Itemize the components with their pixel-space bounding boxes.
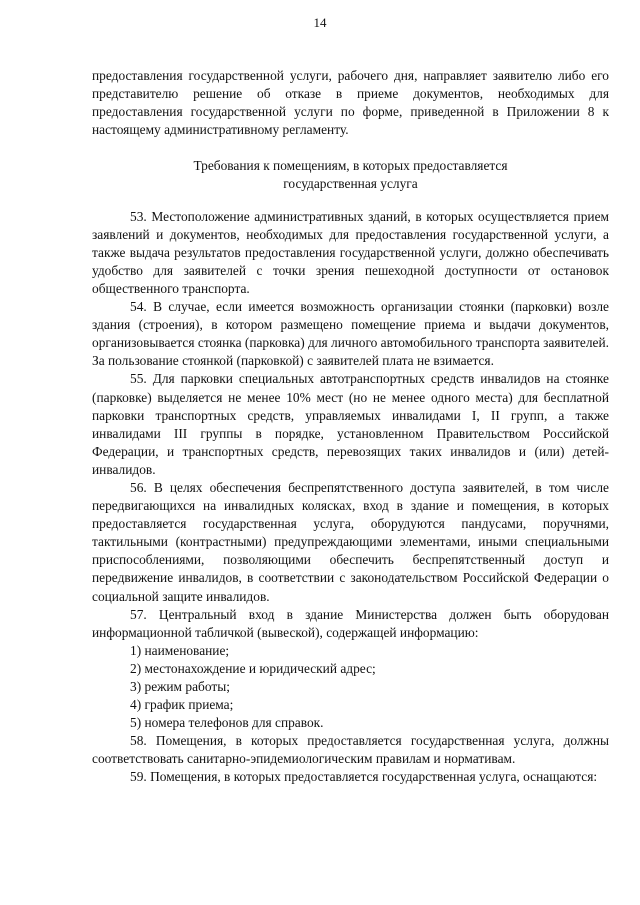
- paragraph-53: 53. Местоположение административных зданий, в которых осуществляется прием заявлений и документов, необходимых для предоставления государственной услуги, а также выдача результатов предоставления государственной услуги, должно обеспечивать удобство для заявителей с точки зрения пешеходной доступности от остановок общественного транспорта.: [92, 208, 609, 296]
- section-heading-line-1: Требования к помещениям, в которых предоставляется: [193, 158, 508, 174]
- section-heading-line-2: государственная услуга: [283, 176, 418, 192]
- section-heading: [92, 157, 609, 193]
- paragraph-54: 54. В случае, если имеется возможность организации стоянки (парковки) возле здания (строения), в котором размещено помещение приема и выдачи документов, организовывается стоянка (парковка) для личного автомобильного транспорта заявителей. За пользование стоянкой (парковкой) с заявителей плата не взимается.: [92, 299, 609, 369]
- paragraph-59: 59. Помещения, в которых предоставляется государственная услуга, оснащаются:: [130, 769, 598, 785]
- page-number: 14: [313, 15, 327, 30]
- list-item: 3) режим работы;: [130, 679, 230, 694]
- intro-paragraph: предоставления государственной услуги, рабочего дня, направляет заявителю либо его представителю решение об отказе в приеме документов, необходимых для предоставления государственной услуги по форме, приведенной в Приложении 8 к настоящему административному регламенту.: [92, 68, 609, 138]
- list-item: 2) местонахождение и юридический адрес;: [130, 660, 376, 676]
- list-item: 1) наименование;: [130, 642, 230, 658]
- list-item: 5) номера телефонов для справок.: [130, 715, 324, 731]
- paragraph-57: 57. Центральный вход в здание Министерства должен быть оборудован информационной табличкой (вывеской), содержащей информацию:: [92, 606, 609, 640]
- list-item: 4) график приема;: [130, 697, 234, 713]
- paragraph-56: 56. В целях обеспечения беспрепятственного доступа заявителей, в том числе передвигающихся на инвалидных колясках, вход в здание и помещения, в которых предоставляется государственная услуга, оборудуются пандусами, поручнями, тактильными (контрастными) предупреждающими элементами, иными специальными приспособлениями, позволяющими обеспечить беспрепятственный доступ и передвижение инвалидов, в соответствии с законодательством Российской Федерации о социальной защите инвалидов.: [92, 479, 609, 604]
- paragraph-55: 55. Для парковки специальных автотранспортных средств инвалидов на стоянке (парковке) выделяется не менее 10% мест (но не менее одного места) для бесплатной парковки транспортных средств, управляемых инвалидами I, II групп, а также инвалидами III группы в порядке, установленном Правительством Российской Федерации, и транспортных средств, перевозящих таких инвалидов и (или) детей-инвалидов.: [92, 371, 609, 477]
- paragraph-58: 58. Помещения, в которых предоставляется государственная услуга, должны соответствовать санитарно-эпидемиологическим правилам и нормативам.: [92, 733, 609, 767]
- document-body: [92, 67, 609, 787]
